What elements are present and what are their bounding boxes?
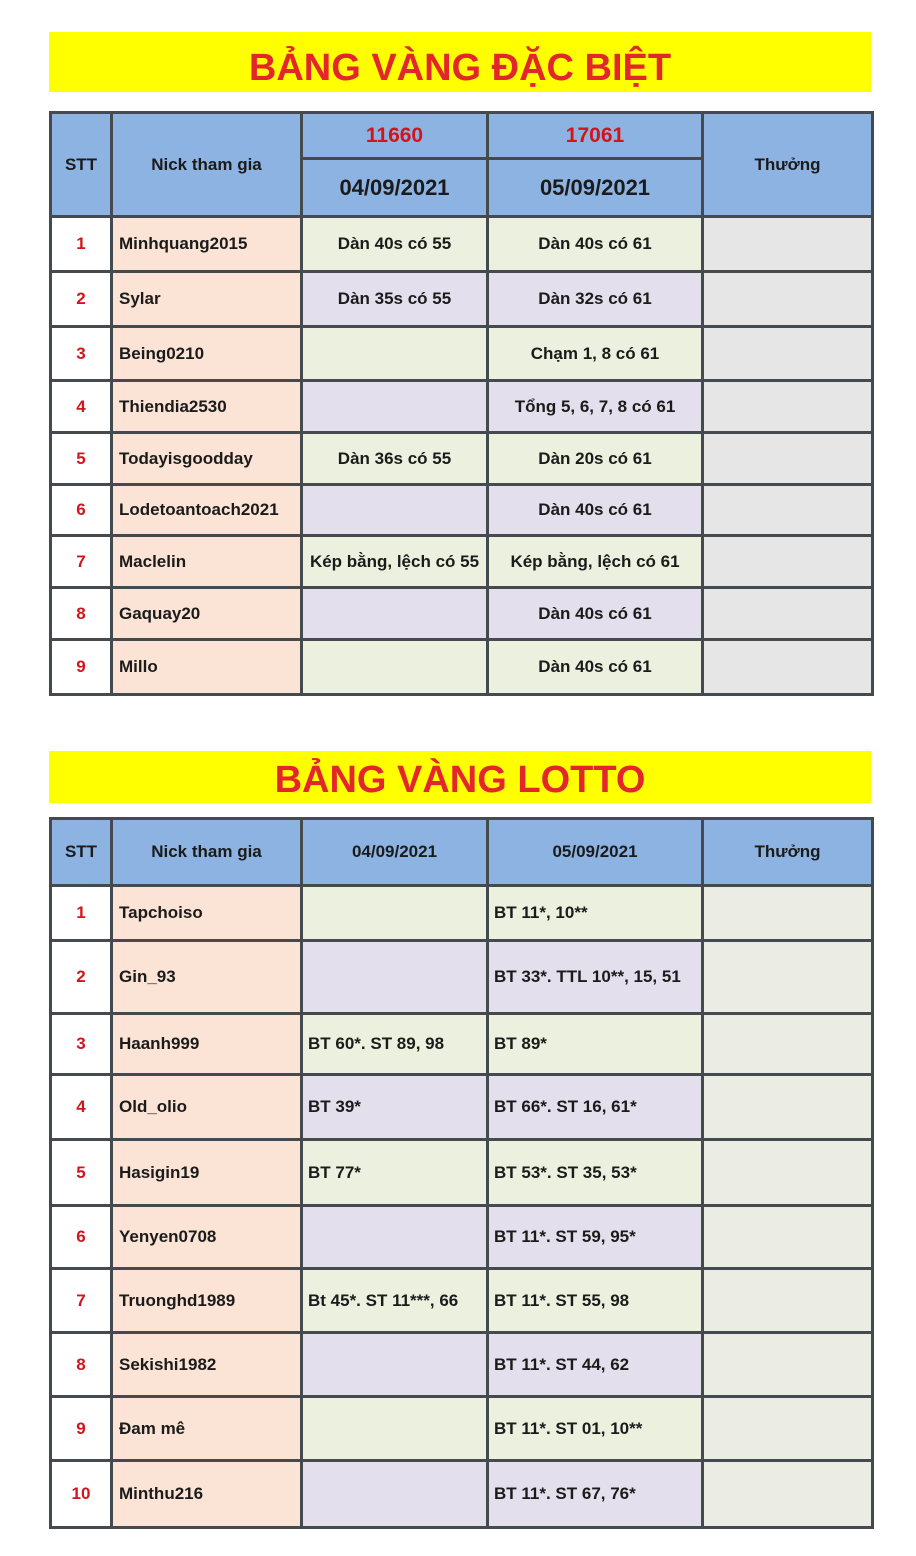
nick-cell: Maclelin (112, 536, 302, 588)
day2-cell: BT 11*. ST 67, 76* (488, 1461, 703, 1528)
nick-cell: Đam mê (112, 1397, 302, 1461)
row-number: 1 (51, 886, 112, 941)
header-nick: Nick tham gia (112, 113, 302, 217)
nick-cell: Haanh999 (112, 1014, 302, 1075)
table-row (51, 485, 873, 536)
row-number: 2 (51, 941, 112, 1014)
reward-cell (703, 1075, 873, 1140)
row-number: 8 (51, 588, 112, 640)
reward-cell (703, 433, 873, 485)
day1-cell (302, 1397, 488, 1461)
day2-cell: Dàn 20s có 61 (488, 433, 703, 485)
day2-cell: BT 89* (488, 1014, 703, 1075)
row-number: 6 (51, 485, 112, 536)
nick-cell: Being0210 (112, 327, 302, 381)
header-stt: STT (51, 113, 112, 217)
table-row (51, 1269, 873, 1333)
special-board-table (49, 111, 874, 696)
reward-cell (703, 640, 873, 695)
table-row (51, 941, 873, 1014)
day1-cell (302, 1461, 488, 1528)
reward-cell (703, 272, 873, 327)
table-row (51, 536, 873, 588)
day1-cell (302, 886, 488, 941)
reward-cell (703, 1269, 873, 1333)
nick-cell: Gin_93 (112, 941, 302, 1014)
row-number: 5 (51, 1140, 112, 1206)
table-row (51, 640, 873, 695)
day1-cell: Dàn 36s có 55 (302, 433, 488, 485)
day2-cell: Kép bằng, lệch có 61 (488, 536, 703, 588)
nick-cell: Millo (112, 640, 302, 695)
table-row (51, 327, 873, 381)
day1-cell: Dàn 35s có 55 (302, 272, 488, 327)
row-number: 7 (51, 536, 112, 588)
nick-cell: Minhquang2015 (112, 217, 302, 272)
table-row (51, 886, 873, 941)
reward-cell (703, 1461, 873, 1528)
header-nick: Nick tham gia (112, 819, 302, 886)
row-number: 3 (51, 1014, 112, 1075)
day1-cell (302, 941, 488, 1014)
nick-cell: Lodetoantoach2021 (112, 485, 302, 536)
day1-cell (302, 327, 488, 381)
row-number: 5 (51, 433, 112, 485)
day1-cell: BT 60*. ST 89, 98 (302, 1014, 488, 1075)
header-result-1: 11660 (302, 113, 488, 159)
day2-cell: Dàn 40s có 61 (488, 217, 703, 272)
row-number: 9 (51, 1397, 112, 1461)
reward-cell (703, 217, 873, 272)
row-number: 4 (51, 1075, 112, 1140)
reward-cell (703, 381, 873, 433)
reward-cell (703, 536, 873, 588)
row-number: 2 (51, 272, 112, 327)
lotto-board-table (49, 817, 874, 1529)
day1-cell (302, 381, 488, 433)
table-row (51, 1333, 873, 1397)
table-row (51, 1075, 873, 1140)
reward-cell (703, 1333, 873, 1397)
row-number: 6 (51, 1206, 112, 1269)
day1-cell: BT 39* (302, 1075, 488, 1140)
header-stt: STT (51, 819, 112, 886)
nick-cell: Thiendia2530 (112, 381, 302, 433)
nick-cell: Old_olio (112, 1075, 302, 1140)
day2-cell: BT 11*. ST 55, 98 (488, 1269, 703, 1333)
table-row (51, 1461, 873, 1528)
day1-cell: Bt 45*. ST 11***, 66 (302, 1269, 488, 1333)
table-row (51, 1206, 873, 1269)
day2-cell: BT 53*. ST 35, 53* (488, 1140, 703, 1206)
reward-cell (703, 485, 873, 536)
day1-cell (302, 1206, 488, 1269)
table-row (51, 217, 873, 272)
special-board-title: BẢNG VÀNG ĐẶC BIỆT (49, 32, 871, 92)
table-row (51, 381, 873, 433)
day2-cell: Dàn 32s có 61 (488, 272, 703, 327)
day2-cell: BT 66*. ST 16, 61* (488, 1075, 703, 1140)
table-row (51, 272, 873, 327)
nick-cell: Truonghd1989 (112, 1269, 302, 1333)
day1-cell: BT 77* (302, 1140, 488, 1206)
header-date-1: 04/09/2021 (302, 159, 488, 217)
nick-cell: Minthu216 (112, 1461, 302, 1528)
lotto-board-title: BẢNG VÀNG LOTTO (49, 751, 871, 803)
reward-cell (703, 327, 873, 381)
day2-cell: BT 33*. TTL 10**, 15, 51 (488, 941, 703, 1014)
header-date-2: 05/09/2021 (488, 819, 703, 886)
day2-cell: BT 11*. ST 59, 95* (488, 1206, 703, 1269)
nick-cell: Tapchoiso (112, 886, 302, 941)
day2-cell: Tổng 5, 6, 7, 8 có 61 (488, 381, 703, 433)
reward-cell (703, 1014, 873, 1075)
nick-cell: Sylar (112, 272, 302, 327)
nick-cell: Sekishi1982 (112, 1333, 302, 1397)
row-number: 3 (51, 327, 112, 381)
header-reward: Thưởng (703, 819, 873, 886)
nick-cell: Todayisgoodday (112, 433, 302, 485)
row-number: 7 (51, 1269, 112, 1333)
day1-cell: Dàn 40s có 55 (302, 217, 488, 272)
row-number: 9 (51, 640, 112, 695)
day1-cell (302, 1333, 488, 1397)
header-result-2: 17061 (488, 113, 703, 159)
day2-cell: Chạm 1, 8 có 61 (488, 327, 703, 381)
header-date-1: 04/09/2021 (302, 819, 488, 886)
nick-cell: Yenyen0708 (112, 1206, 302, 1269)
day1-cell: Kép bằng, lệch có 55 (302, 536, 488, 588)
day2-cell: Dàn 40s có 61 (488, 640, 703, 695)
table-row (51, 1140, 873, 1206)
nick-cell: Hasigin19 (112, 1140, 302, 1206)
table-row (51, 588, 873, 640)
table-row (51, 1397, 873, 1461)
table-row (51, 433, 873, 485)
day2-cell: BT 11*. ST 44, 62 (488, 1333, 703, 1397)
reward-cell (703, 1397, 873, 1461)
day1-cell (302, 485, 488, 536)
reward-cell (703, 941, 873, 1014)
row-number: 1 (51, 217, 112, 272)
reward-cell (703, 1206, 873, 1269)
reward-cell (703, 588, 873, 640)
day1-cell (302, 640, 488, 695)
day2-cell: BT 11*. ST 01, 10** (488, 1397, 703, 1461)
row-number: 4 (51, 381, 112, 433)
day2-cell: Dàn 40s có 61 (488, 485, 703, 536)
table-row (51, 1014, 873, 1075)
nick-cell: Gaquay20 (112, 588, 302, 640)
header-reward: Thưởng (703, 113, 873, 217)
day2-cell: Dàn 40s có 61 (488, 588, 703, 640)
day2-cell: BT 11*, 10** (488, 886, 703, 941)
header-date-2: 05/09/2021 (488, 159, 703, 217)
row-number: 10 (51, 1461, 112, 1528)
day1-cell (302, 588, 488, 640)
reward-cell (703, 886, 873, 941)
reward-cell (703, 1140, 873, 1206)
row-number: 8 (51, 1333, 112, 1397)
